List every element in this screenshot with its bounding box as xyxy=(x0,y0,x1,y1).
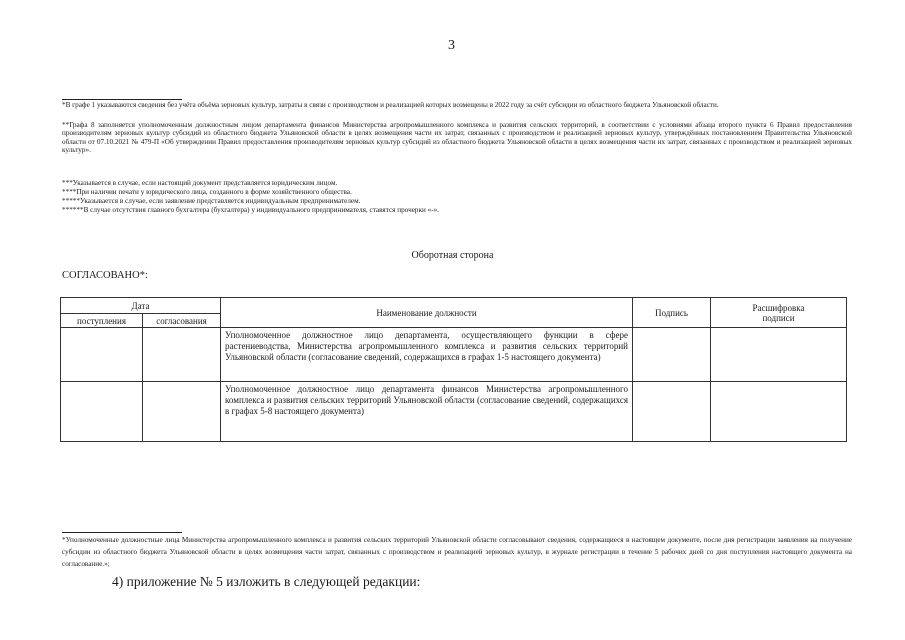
footnote-bottom: *Уполномоченные должностные лица Министерства агропромышленного комплекса и развития сельских территорий Ульяновской области согласовывают сведения, содержащиеся в настоящем документе, после дня регистрации заявления на получение субсидии из областного бюджета Ульяновской области в целях возмещения части затрат, связанных с производством и реализацией зерновых культур, в журнале регистрации в течение 5 рабочих дней со дня поступления настоящего документа на согласование.»; xyxy=(62,536,852,568)
agreement-table xyxy=(60,297,847,442)
cell-signature[interactable] xyxy=(633,382,711,442)
footnote-5: *****Указывается в случае, если заявление представляется индивидуальным предпринимателем. xyxy=(62,197,361,205)
header-signature: Подпись xyxy=(633,298,711,328)
table-row xyxy=(61,382,847,442)
header-agreed: согласования xyxy=(143,314,221,328)
cell-received-date[interactable] xyxy=(61,382,143,442)
agreed-label: СОГЛАСОВАНО*: xyxy=(62,270,148,281)
header-date: Дата xyxy=(61,298,221,314)
footnote-1: *В графе 1 указываются сведения без учёта объёма зерновых культур, затраты в связи с производством и реализацией которых возмещены в 2022 году за счёт субсидии из областного бюджета Ульяновской области. xyxy=(62,101,719,109)
cell-decoding[interactable] xyxy=(711,328,847,382)
footnote-2: **Графа 8 заполняется уполномоченным должностным лицом департамента финансов Министерства агропромышленного комплекса и развития сельских территорий, в соответствии с условиями абзаца второго пункта 6 Правил предоставления производителям зерновых культур субсидий из областного бюджета Ульяновской области в целях возмещения части их затрат, связанных с производством и реализацией зерновых культур, утверждённых постановлением Правительства Ульяновской области от 07.10.2021 № 479-П «Об утверждении Правил предоставления производителям зерновых культур субсидий из областного бюджета Ульяновской области в целях возмещения части их затрат, связанных с производством и реализацией зерновых культур». xyxy=(62,121,852,155)
table-header-row xyxy=(61,298,847,314)
footnote-6: ******В случае отсутствия главного бухгалтера (бухгалтера) у индивидуального предпринимателя, ставятся прочерки «-». xyxy=(62,206,440,214)
cell-position: Уполномоченное должностное лицо департамента, осуществляющего функции в сфере растениеводства, Министерства агропромышленного комплекса и развития сельских территорий Ульяновской области (согласование сведений, содержащихся в графах 1-5 настоящего документа) xyxy=(221,328,633,382)
footnote-separator-bottom xyxy=(62,532,182,533)
header-position: Наименование должности xyxy=(221,298,633,328)
table-row xyxy=(61,328,847,382)
cell-agreed-date[interactable] xyxy=(143,382,221,442)
footnote-separator-top xyxy=(62,99,182,100)
cell-position: Уполномоченное должностное лицо департамента финансов Министерства агропромышленного комплекса и развития сельских территорий Ульяновской области (согласование сведений, содержащихся в графах 5-8 настоящего документа) xyxy=(221,382,633,442)
item-4-text: 4) приложение № 5 изложить в следующей редакции: xyxy=(112,574,421,589)
page-number: 3 xyxy=(448,38,455,53)
header-decoding: Расшифровка подписи xyxy=(711,298,847,328)
cell-decoding[interactable] xyxy=(711,382,847,442)
cell-received-date[interactable] xyxy=(61,328,143,382)
header-received: поступления xyxy=(61,314,143,328)
cell-agreed-date[interactable] xyxy=(143,328,221,382)
cell-signature[interactable] xyxy=(633,328,711,382)
footnote-4: ****При наличии печати у юридического лица, созданного в форме хозяйственного общества. xyxy=(62,188,352,196)
footnote-3: ***Указывается в случае, если настоящий документ представляется юридическим лицом. xyxy=(62,179,338,187)
reverse-side-title: Оборотная сторона xyxy=(411,250,494,261)
